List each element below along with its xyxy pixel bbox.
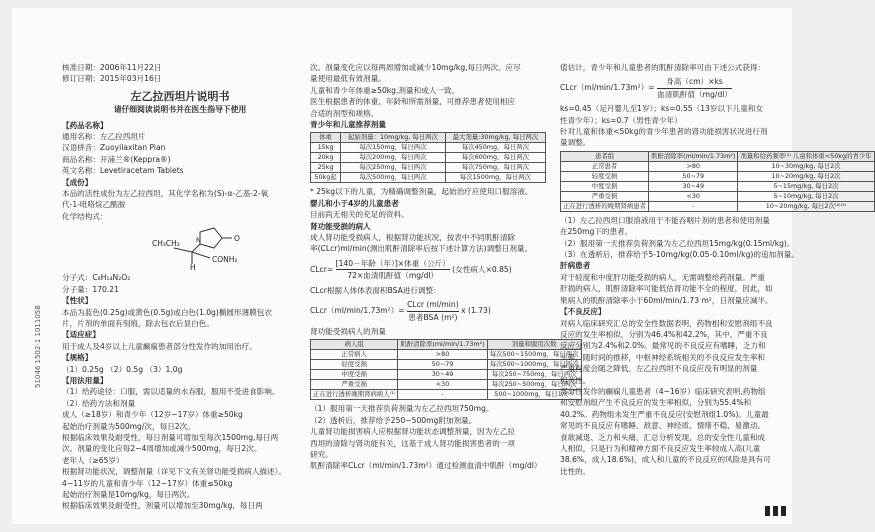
text-line: 量调整。	[560, 138, 591, 148]
table-cell: 每次250~500mg，每日两次	[487, 380, 581, 390]
cockcroft-formula: CLcr= [140－年龄（年）]×体重（公斤） 72×血清肌酐值（mg/dl） (女性病人×0.85)	[310, 258, 512, 281]
text-line: * 25kg以下的儿童，为精确调整剂量，起始治疗应使用口服溶液。	[310, 187, 533, 197]
chemical-structure	[62, 224, 298, 273]
table-row	[311, 143, 546, 153]
text-line: （1）0.25g （2）0.5g （3）1.0g	[62, 364, 183, 374]
document-title: 左乙拉西坦片说明书	[130, 89, 230, 103]
table-cell: 正常患者	[561, 161, 649, 171]
text-line: （2）服用第一天推荐负荷剂量为左乙拉西坦15mg/kg(0.15ml/kg)。	[560, 238, 795, 248]
table-cell: -	[649, 201, 738, 211]
table-row	[561, 181, 875, 191]
text-line: 根据临床效果及耐受性，剂量可以增加至30mg/kg，每日两	[62, 501, 263, 511]
text-line: 40.2%。药物组未发生严重不良反应(安慰剂组1.0%)。儿童最	[560, 409, 769, 419]
bsa-line: CLcr根据人体体表面积BSA进行调整：	[310, 285, 441, 295]
table-cell: 30~49	[398, 370, 487, 380]
table-cell: 轻度受损	[561, 171, 649, 181]
schwartz-formula: CLcr（ml/min/1.73m²）= 身高（cm）×ks 血清肌酐值（mg/dl）	[560, 77, 732, 99]
drug-info-block	[62, 120, 298, 223]
text-line: 相关性。	[560, 375, 591, 385]
ks-text	[560, 103, 792, 149]
text-line: 【适应症】	[62, 330, 100, 340]
table-row	[311, 360, 582, 370]
ethyl-label: CH₃CH₂	[152, 239, 180, 249]
table-cell: 正在进行透析晚期肾病病人⁽¹⁾	[311, 390, 398, 400]
table-header-cell: 剂量和服用次数	[487, 340, 581, 350]
renal-text	[310, 186, 546, 254]
text-line: 青少年和儿童推荐剂量	[310, 120, 386, 130]
document-subtitle: 请仔细阅读说明书并在医生指导下使用	[113, 105, 247, 115]
renal-notes	[310, 403, 546, 471]
edge-marks	[765, 506, 786, 516]
table-cell: 严重受损	[311, 380, 398, 390]
side-print-code: 51046 1502-1 1011058	[34, 305, 42, 388]
pediatric-dose-table	[310, 132, 546, 183]
table-cell: 中度受损	[311, 370, 398, 380]
text-line: 次。剂量的变化应每2~4周增加或减少500mg，每日2次。	[62, 444, 262, 454]
table-cell: 每次600mg，每日两次	[445, 153, 545, 163]
text-line: 婴儿和小于4岁的儿童患者	[310, 198, 399, 208]
table-cell: <30	[649, 191, 738, 201]
text-line: 【成份】	[62, 177, 93, 187]
table-header-cell: 最大剂量:30mg/kg, 每日两次	[445, 133, 545, 143]
table-cell: 50~79	[398, 360, 487, 370]
table-row	[311, 370, 582, 380]
pediatric-clcr-text	[560, 62, 792, 73]
text-line: 对于轻度和中度肝功能受损的病人，无需调整给药剂量。严重	[560, 272, 766, 282]
table-cell: <30	[398, 380, 487, 390]
table-cell: 中度受损	[561, 181, 649, 191]
table-header-row	[311, 133, 546, 143]
text-line: 根据肾功能状况，调整剂量（详见下文有关肾功能受损病人描述）。	[62, 467, 287, 477]
formula-block	[62, 272, 298, 295]
text-line: （3）在透析后，推荐给予5-10mg/kg(0.05-0.10ml/kg)的追加剂量。	[560, 250, 799, 260]
table-cell: 10~20mg/kg, 每日2次	[738, 171, 874, 181]
table-cell: 25kg	[311, 163, 341, 173]
text-line: 修订日期：2015年03月16日	[62, 74, 162, 84]
table-header-cell: 病人组	[311, 340, 398, 350]
bsa-formula: CLcr（ml/min/1.73m²）= CLcr (ml/min) 患者BSA (m²) x (1.73)	[310, 300, 491, 322]
table-header-cell: 体重	[311, 133, 341, 143]
text-line: 儿童和青少年体重≥50kg,剂量和成人一致。	[310, 85, 460, 95]
table-cell: >80	[649, 161, 738, 171]
text-line: 【用法用量】	[62, 375, 108, 385]
renal-dose-table	[310, 339, 582, 400]
text-line: 反应的发生率相似，分别为46.4%和42.2%，其中，严重不良	[560, 329, 768, 339]
text-line: 核准日期：2006年11月22日	[62, 63, 162, 72]
text-line: 38.6%，成人18.6%)，成人和儿童的不良反应的风险是具有可	[560, 455, 771, 465]
text-line: 针对儿童和体重<50kg的青少年患者的肾功能损害状况进行剂	[560, 127, 768, 137]
text-line: 医生根据患者的体重、年龄和所需剂量，可推荐患者使用相应	[310, 97, 516, 107]
text-line: 代-1-吡咯烷乙酰胺	[62, 200, 126, 210]
text-line: 【规格】	[62, 353, 93, 363]
text-line: 率(CLcr)ml/min(测出肌酐清除率后按下述计算方法)调整日剂量。	[310, 244, 533, 254]
table-row	[561, 161, 875, 171]
text-line: 人相似，只是行为和精神方面不良反应发生率较成人高(儿童	[560, 443, 761, 453]
text-line: 目前尚无相关的充足的资料。	[310, 210, 409, 220]
text-line: 合适的剂型和规格。	[310, 108, 379, 118]
text-line: 肾功能受损的病人	[310, 221, 371, 231]
text-line: 【性状】	[62, 296, 93, 306]
table-cell: 每次500~1000mg，每日两次	[487, 360, 581, 370]
edge-mark	[765, 506, 770, 516]
text-line: 比性的。	[560, 466, 591, 476]
text-line: 成人肾功能受损病人，根据肾功能状况，按表中不同肌酐清除	[310, 233, 516, 243]
table-cell: 每次250~750mg，每日两次	[487, 370, 581, 380]
table-row	[311, 163, 546, 173]
edge-mark	[781, 506, 786, 516]
table-row	[311, 173, 546, 183]
text-line: 儿童肾功能损害病人应根据肾功能状态调整剂量，因为左乙拉	[310, 427, 516, 437]
text-line: 西坦的清除与肾功能有关，这基于成人肾功能损害患者的一项	[310, 438, 516, 448]
text-line: 用于成人及4岁以上儿童癫痫患者部分性发作的加用治疗。	[62, 341, 257, 351]
column-3	[560, 62, 872, 477]
table-header-cell: 肌酐清除率(ml/min/1.73m²)	[649, 151, 738, 161]
text-line: 分子式：C₈H₁₄N₂O₂	[62, 273, 131, 283]
text-line: 4~11岁的儿童和青少年（12~17岁）体重≤50kg	[62, 478, 233, 488]
table-header-cell: 肌酐清除率(ml/min/1.73m²)	[398, 340, 487, 350]
text-line: 肝病患者	[560, 261, 591, 271]
text-line: 研究。	[310, 449, 333, 459]
text-line: 通用名称：左乙拉西坦片	[62, 132, 146, 142]
text-line: 常见的不良反应有嗜睡、敌意、神经质、情绪不稳、易激动、	[560, 421, 766, 431]
text-line: 肌酐清除率CLcr（ml/min/1.73m²）通过检测血清中肌酐（mg/dl）	[310, 461, 542, 471]
table-cell: 每次1500mg，每日两次	[445, 173, 545, 183]
text-line: 量使用最低有效剂量。	[310, 74, 386, 84]
text-line: 严重程度会随之降低。左乙拉西坦不良反应没有明显的剂量	[560, 364, 758, 374]
adverse-reaction-text	[560, 215, 799, 477]
package-insert-page	[12, 8, 872, 524]
text-line: 肝损的病人，肌酐清除率可能低估肾功能不全的程度，因此，如	[560, 284, 773, 294]
table-header-cell: 剂量和给药频率⁽¹⁾ 儿童和体重<50kg的青少年	[738, 151, 874, 161]
table-cell: 15kg	[311, 143, 341, 153]
table-cell: 5~10mg/kg, 每日2次	[738, 191, 874, 201]
text-line: 和安慰剂组产生不良反应的发生率相似，分别为55.4%和	[560, 398, 752, 408]
table-cell: 30~49	[649, 181, 738, 191]
text-line: 分子量：170.21	[62, 284, 119, 294]
pediatric-renal-table	[560, 151, 875, 212]
table-row	[561, 171, 875, 181]
table-cell: 每次750mg，每日两次	[445, 163, 545, 173]
table-cell: 正常病人	[311, 350, 398, 360]
table-cell: 50~79	[649, 171, 738, 181]
text-line: 性青少年）；ks=0.7（男性青少年）	[560, 115, 682, 125]
text-line: 值估计，青少年和儿童患者的肌酐清除率可由下述公式获得：	[560, 63, 766, 72]
text-line: （1）给药途径：口服，需以适量的水吞服，服用不受进食影响。	[62, 387, 280, 397]
text-line: 次。剂量变化应以每两周增加或减少10mg/kg,每日两次。应尽	[310, 63, 521, 72]
table-row	[561, 191, 875, 201]
table-cell: -	[398, 390, 487, 400]
table-row	[311, 153, 546, 163]
text-line: 果病人的肌酐清除率小于60ml/min/1.73 m²，日剂量应减半。	[560, 295, 773, 305]
table-cell: 10~30mg/kg, 每日2次	[738, 161, 874, 171]
table-row	[561, 201, 875, 211]
table-cell: 50kg起	[311, 173, 341, 183]
h-label: H	[190, 263, 196, 273]
table-cell: 20kg	[311, 153, 341, 163]
text-line: 本品的活性成份为左乙拉西坦，其化学名称为(S)-α-乙基-2-氧	[62, 189, 269, 199]
structure-diagram	[152, 224, 272, 273]
text-line: 【药品名称】	[62, 120, 108, 130]
dosage-text	[310, 62, 546, 130]
table-header-cell: 起始剂量：10mg/kg, 每日两次	[341, 133, 446, 143]
text-line: 成人（≥18岁）和青少年（12岁~17岁）体重≥50kg	[62, 410, 243, 420]
table-cell: 正在进行透析的晚期肾病患者	[561, 201, 649, 211]
table-row	[311, 380, 582, 390]
text-line: 片，片剂的单面有刻痕，除去包衣后显白色。	[62, 318, 214, 328]
text-line: （2）透析后，推荐给予250~500mg附加剂量。	[310, 415, 477, 425]
table-cell: 5~15mg/kg, 每日2次	[738, 181, 874, 191]
table-header-row	[561, 151, 875, 161]
table-cell: 每次500mg，每日两次	[341, 173, 446, 183]
text-line: 化学结构式：	[62, 211, 108, 221]
renal-table-title: 肾功能受损病人的剂量	[310, 326, 386, 336]
text-line: 英文名称：Levetiracetam Tablets	[62, 166, 184, 176]
text-line: 头晕，随时间的推移，中枢神经系统相关的不良反应发生率和	[560, 352, 766, 362]
column-1	[62, 62, 298, 512]
text-line: 食欲减退、乏力和头痛，汇总分析发现，总的安全性儿童和成	[560, 432, 766, 442]
edge-mark	[773, 506, 778, 516]
table-cell: 10~20mg/kg, 每日2次⁽²⁾⁽³⁾	[738, 201, 874, 211]
text-line: 【不良反应】	[560, 307, 606, 317]
text-line: 本品为蓝色(0.25g)或黄色(0.5g)或白色(1.0g)椭圆形薄膜包衣	[62, 307, 272, 317]
table-header-cell: 患者组	[561, 151, 649, 161]
table-row	[311, 350, 582, 360]
table-cell: >80	[398, 350, 487, 360]
text-line: （1）左乙拉西坦口服溶液用于不能吞咽片剂的患者和使用剂量	[560, 215, 770, 225]
table-cell: 每次450mg，每日两次	[445, 143, 545, 153]
text-line: 在250mg下的患者。	[560, 227, 633, 237]
usage-block	[62, 295, 298, 512]
table-row	[311, 390, 582, 400]
text-line: 老年人（≥65岁）	[62, 455, 124, 465]
table-cell: 每次150mg，每日两次	[341, 143, 446, 153]
text-line: （2）给药方法和剂量	[62, 398, 136, 408]
text-line: （1）服用第一天推荐负荷剂量为左乙拉西坦750mg。	[310, 404, 494, 414]
text-line: 起始治疗剂量是10mg/kg，每日两次。	[62, 490, 195, 499]
text-line: 汉语拼音：Zuoyilaxitan Pian	[62, 143, 166, 153]
amide-label: CONH₂	[212, 255, 238, 265]
table-cell: 每次500~1500mg，每日两次	[487, 350, 581, 360]
text-line: 反应分别为2.4%和2.0%。最常见的不良反应有嗜睡，乏力和	[560, 341, 766, 351]
text-line: ks=0.45（足月婴儿至1岁）；ks=0.55（13岁以下儿童和女	[560, 104, 764, 114]
text-line: 部分性发作的癫痫儿童患者（4~16岁）临床研究表明,药物组	[560, 386, 766, 396]
table-cell: 500~1000mg，每日1次⁽²⁾	[487, 390, 581, 400]
text-line: 根据临床效果及耐受性，每日剂量可增加至每次1500mg,每日两	[62, 432, 279, 442]
table-cell: 严重受损	[561, 191, 649, 201]
table-header-row	[311, 340, 582, 350]
approval-dates	[62, 62, 298, 85]
text-line: 对病人临床研究汇总的安全性数据表明，药物相和安慰剂组不良	[560, 318, 773, 328]
table-cell: 每次250mg，每日两次	[341, 163, 446, 173]
table-cell: 轻度受损	[311, 360, 398, 370]
oxygen-label: O	[234, 234, 240, 244]
text-line: 起始治疗剂量为500mg/次，每日2次。	[62, 421, 195, 431]
text-line: 商品名称：开浦兰®(Keppra®)	[62, 154, 171, 164]
nitrogen-label: N	[196, 236, 201, 245]
table-cell: 每次200mg，每日两次	[341, 153, 446, 163]
